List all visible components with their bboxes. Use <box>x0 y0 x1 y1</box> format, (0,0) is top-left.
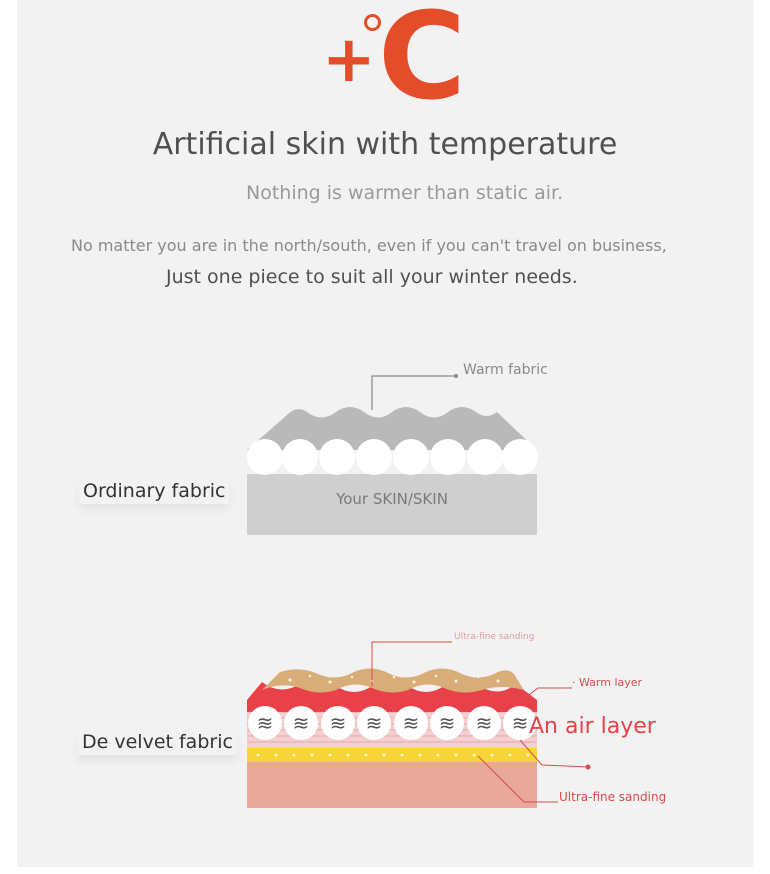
logo-letter: C <box>378 0 467 127</box>
page-subtitle: Nothing is warmer than static air. <box>246 182 564 204</box>
velvet-fabric-label: De velvet fabric <box>78 729 237 755</box>
air-wave-icon: ≋ <box>475 711 493 735</box>
air-layer-label: An air layer <box>529 714 656 739</box>
air-wave-icon: ≋ <box>256 711 274 735</box>
page-title: Artificial skin with temperature <box>152 127 618 162</box>
air-wave-icon: ≋ <box>329 711 347 735</box>
ordinary-fabric-diagram <box>247 362 548 535</box>
velvet-fabric-diagram <box>247 632 666 808</box>
description-line-1: No matter you are in the north/south, even if you can't travel on business, <box>71 236 667 255</box>
top-sanding-label: Ultra-fine sanding <box>454 632 535 642</box>
warm-layer-label: · Warm layer <box>572 676 643 689</box>
description-line-2: Just one piece to suit all your winter needs. <box>166 266 578 288</box>
air-wave-icon: ≋ <box>438 711 456 735</box>
warm-fabric-label: Warm fabric <box>463 362 548 378</box>
warm-fabric-callout-line <box>372 376 455 410</box>
air-wave-icon: ≋ <box>511 711 529 735</box>
air-wave-icon: ≋ <box>365 711 383 735</box>
velvet-skin-layer <box>247 762 537 808</box>
ordinary-fabric-label: Ordinary fabric <box>79 478 229 504</box>
skin-label: Your SKIN/SKIN <box>336 490 448 508</box>
air-wave-icon: ≋ <box>292 711 310 735</box>
logo-plus: + <box>322 23 376 97</box>
bottom-sanding-label: Ultra-fine sanding <box>559 790 667 804</box>
velvet-yellow-layer <box>247 748 537 762</box>
air-wave-icon: ≋ <box>402 711 420 735</box>
